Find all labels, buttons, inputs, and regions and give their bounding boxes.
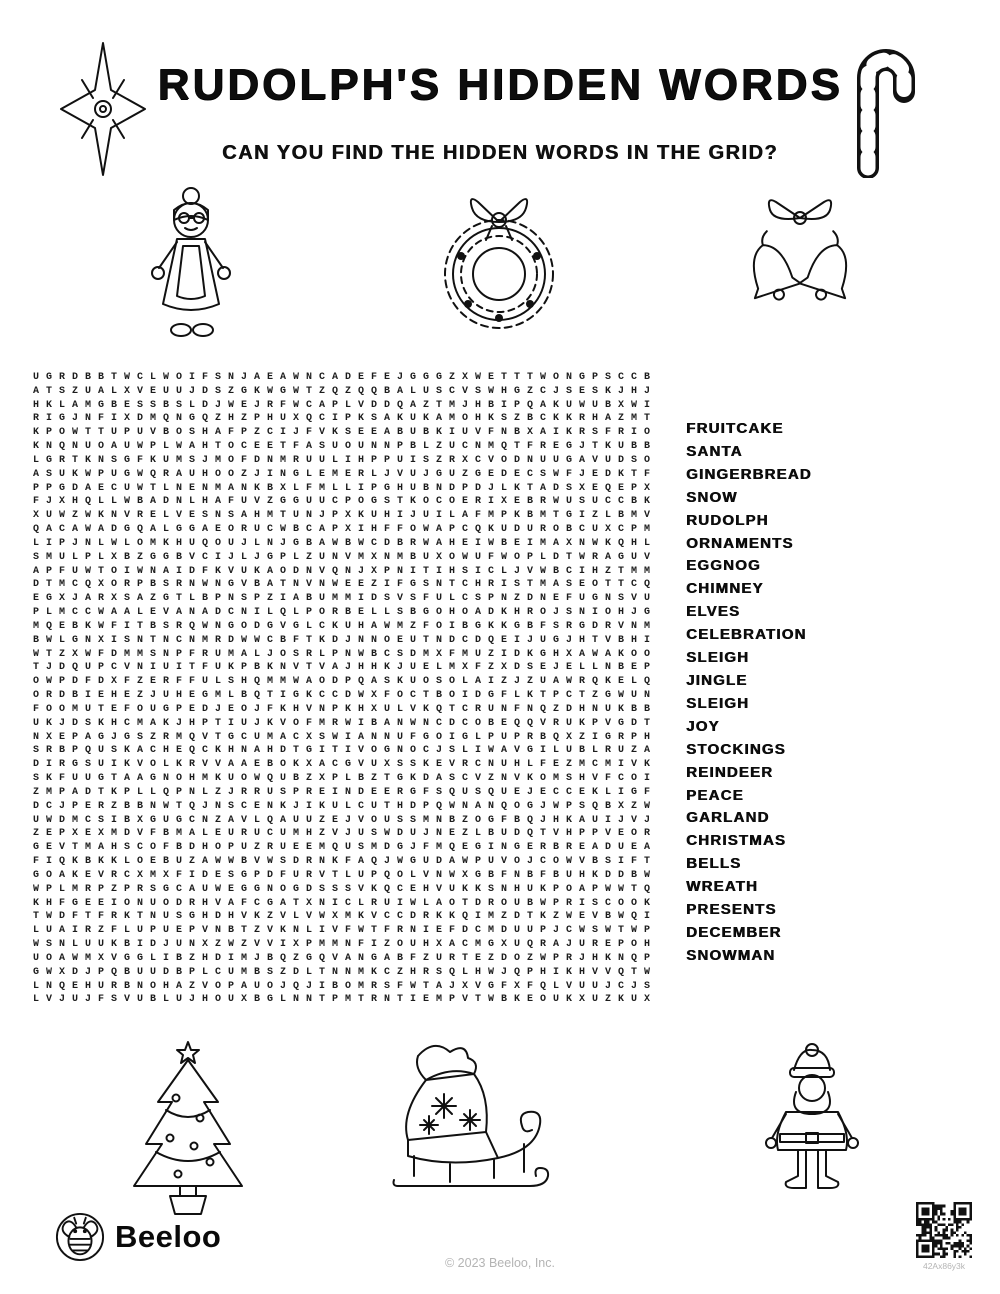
grid-row: NXEPAGJGSZRMQVTGCUMACXSWIANNUFGOIGLPUPRBQXZIGRPH xyxy=(33,731,658,743)
grid-row: UGRDBBTWCLWOIFSNJAEAWNCADEFEJGGGZXWETTTWONGPSCCB xyxy=(33,372,658,383)
grid-row: KPOWTTUPUVBOSHAFPZCIJFVKSEEABUBKIUVFNBXAIKRSFRIO xyxy=(33,427,658,439)
grid-row: FIQKBKKLOEBUZAWWBVWSDRNKFAQJWGUDAWPUVOJCOWVBSIFT xyxy=(33,856,658,868)
grid-row: DIRGSUIKVOLKRVVAAEBOKXACGVUXSSKEVRCNUHLFEZMCMIVK xyxy=(33,759,658,771)
grid-row: FJXHQLLWBADNLHAFUVZGGUUCPOGSTKOCOERIXEBRWUSUCCBK xyxy=(33,496,658,508)
word-list-item: DECEMBER xyxy=(686,923,782,941)
word-list-item: GARLAND xyxy=(686,809,770,827)
grid-row: XUWZWKNVRELVESNSAHMTUNJPXKUHIJUILAFMPKBMTGIZLBMV xyxy=(33,510,658,522)
word-list-item: CHRISTMAS xyxy=(686,832,786,850)
christmas-tree-icon xyxy=(118,1040,258,1218)
page-subtitle: CAN YOU FIND THE HIDDEN WORDS IN THE GRID? xyxy=(222,142,778,164)
grid-row: ZEPXEXMDVFBMALEURUCUMHZVJUSWDUJNEZLBUDQTVHPPVEOR xyxy=(33,828,658,840)
wreath-icon xyxy=(428,186,570,338)
sleigh-icon xyxy=(390,1036,556,1208)
bee-logo-icon xyxy=(55,1212,105,1262)
grid-row: RIGJNFIXDMQNGQZHZPHUXQCIPKSAKUKAMOHKSZBCKKRHAZMT xyxy=(33,413,658,425)
grid-row: LGRTKNSGFKUMSJMOFDNMRUULIHPPUISZRXCVODNUUGAVUDSO xyxy=(33,454,658,466)
word-list xyxy=(686,418,812,968)
qr-code-label: 42Ax86y3k xyxy=(922,1261,966,1271)
grid-row: LUAIRZFLUPUEPVNBTZVKNLIVFWTFRNIEFDCMDUUPJCWSWTWP xyxy=(33,925,658,937)
word-list-item: ELVES xyxy=(686,603,741,621)
grid-row: APFUWTOIWNAIDFKVUKAODNVQNJXPNITIHSICLJVWBCIHZTMM xyxy=(33,565,658,577)
word-list-item: PEACE xyxy=(686,786,744,804)
grid-row: WTZXWFDMMSNPFRUMALJOSRLPNWBCSDMXFMUZIDKGHXAWAKOO xyxy=(33,648,658,660)
candy-cane-icon xyxy=(846,40,922,178)
grid-row: SMULPLXBZGGBVCIJLJGPLZUNVMXNMBUXOWUFWOPLDTWRAGUV xyxy=(33,551,658,563)
qr-code xyxy=(916,1202,972,1258)
grid-row: SKFUUGTAAGNOHMKUOWQUBZXPLBZTGKDASCVZNVKOMSHVFCOI xyxy=(33,773,658,785)
grid-row: DTMCQXORPBSRNWNGVBATNVNWEEZIFGSNTCHRISTMASEOTTCQ xyxy=(33,579,658,591)
word-list-item: GINGERBREAD xyxy=(686,465,812,483)
word-list-item: SNOWMAN xyxy=(686,946,776,964)
grid-row: GEVTMAHSCOFBDHOPUZRUEEMQUSMDGJFMQEGINGERBREADUEA xyxy=(33,842,658,854)
word-list-item: ORNAMENTS xyxy=(686,534,794,552)
grid-row: LNQEHURBNOHAZVOPAUOJQJIBOMRSFWTAJXVGFXFQLVUUJCJS xyxy=(33,980,658,992)
grid-row: UWDMCSIBXGUGCNZAVLQAUUZEJVOUSSMNBZOGFBQJHKAUIJVJ xyxy=(33,814,658,826)
word-list-item: SNOW xyxy=(686,488,738,506)
grid-row: PLMCCWAALEVANADCNILQLPORBELLSBGOHOADKHROJSNIOHJG xyxy=(33,607,658,619)
word-list-item: RUDOLPH xyxy=(686,511,769,529)
mrs-claus-icon xyxy=(143,184,239,342)
grid-row: DCJPERZBBNWTQJNSCENKJIKULCUTHDPQWNANQOGJWPSQBXZW xyxy=(33,800,658,812)
grid-row: LVJUJFSVUBLUJHOUXBGLNNTPMTRNTIEMPVTWBKEOUKXUZKUX xyxy=(33,994,658,1006)
grid-row: KNQNUOAUWPLWAHTOCEETFASUOUNNPBLZUCNMQTFREGJTKUBB xyxy=(33,441,658,453)
word-list-item: REINDEER xyxy=(686,763,774,781)
grid-row: ORDBIEHEZJUHEGMLBQTIGKCCDWXFOCTBOIDGFLKTPCTZGWUN xyxy=(33,690,658,702)
grid-row: GOAKEVRCXMXFIDESGPDFURVTLUPQOLVNWXGBFNBFBUHKDDBW xyxy=(33,869,658,881)
page-title: RUDOLPH'S HIDDEN WORDS xyxy=(157,60,843,109)
santa-icon xyxy=(760,1042,864,1198)
grid-row: BWLGNXISNTNCNMRDWWCBFTKDJNNOEUTNDCDQEIJUGJHTVBHI xyxy=(33,634,658,646)
grid-row: UOAWMXVGGLIBZHDIMJBQZGQVANGABFZURTEZDOZWPRJHKNQP xyxy=(33,952,658,964)
word-list-item: JINGLE xyxy=(686,671,748,689)
bells-icon xyxy=(724,192,876,314)
word-list-item: SLEIGH xyxy=(686,694,750,712)
grid-row: OWPDFDXFZERFFULSHQMMWAODPQASKUOSOLAIZJZUAWRQKELQ xyxy=(33,676,658,688)
word-list-item: STOCKINGS xyxy=(686,740,786,758)
grid-row: SRBPQUSKACHEQCKHNAHDTGITIVOGNOCJSLIWAVGILUBLRUZA xyxy=(33,745,658,757)
grid-row: QACAWADGQALGGAEORUCWBCAPXIHFFOWAPCQKUDUROBCUXCPM xyxy=(33,524,658,536)
grid-row: EGXJARXSAZGTLBPNSPZIABUMMIDSVSFULCSPNZDNEFUGNSVU xyxy=(33,593,658,605)
word-list-item: WREATH xyxy=(686,878,758,896)
word-list-item: EGGNOG xyxy=(686,557,761,575)
word-list-item: CELEBRATION xyxy=(686,626,807,644)
grid-row: FOOMUTEFOUGPEDJEOJFKHVNPKHXULVKQTCRUNFNQZDHNUKBB xyxy=(33,703,658,715)
word-list-item: BELLS xyxy=(686,855,742,873)
grid-row: ASUKWPUGWQRAUHOOZJINGLEMERLJVUJGUZGEDECSWFJEDKTF xyxy=(33,468,658,480)
grid-row: MQEBKWFITBSRQWNGODGVGLCKUHAWMZFOIBGKKGBFSRGDRVNM xyxy=(33,620,658,632)
grid-row: UKJDSKHCMAKJHPTIUJKVOFMRWIBANWNCDCOBEQQVRUKPVGDT xyxy=(33,717,658,729)
word-list-item: PRESENTS xyxy=(686,901,777,919)
grid-row: WSNLUUKBIDJUNXZWZVVIXPMMNFIZOUHXACMGXUQRAJUREPOH xyxy=(33,939,658,951)
grid-row: TJDQUPCVNIUITFUKPBKNVTVAJHHKJUELMXFZXDSEJELLNBEP xyxy=(33,662,658,674)
brand-name: Beeloo xyxy=(115,1219,222,1254)
word-list-item: JOY xyxy=(686,717,720,735)
word-list-item: SANTA xyxy=(686,442,743,460)
grid-row: HKLAMGBESSBSLDJWEJRFWCAPLVDDQAZTMJHBIPQAKUWUBXWI xyxy=(33,399,658,411)
grid-row: GWXDJPQBUUDBPLCUMBSZDLTNNMKCZHRSQLHWJQPHIKHVVQTW xyxy=(33,966,658,978)
grid-row: KHFGEEIONUODRHVAFCGATXNICLRUIWLAOTDROUBWPRISCOOK xyxy=(33,897,658,909)
grid-row: LIPJNLWLOMKHUQOUJLNJGBAWBWCDBRWAHEIWBEIMAXNWKQHL xyxy=(33,537,658,549)
grid-row: PPGDAECUWTLNENMANKBXLFMLLIPGHUBNDPDJLKTADSXEQEPX xyxy=(33,482,658,494)
grid-row: ZMPADTKPLLQPNLZJRRUSPREINDEERGFSQUSQUEJECCEKLIGF xyxy=(33,786,658,798)
grid-row: ATSZUALXVEUUJDSZGKWGWTZQZQQBALUSCVSWHGZCJSESKJHJ xyxy=(33,385,658,397)
brand-logo xyxy=(55,1212,221,1262)
copyright-text: © 2023 Beeloo, Inc. xyxy=(445,1256,555,1270)
grid-row: WPLMRPZPRSGCAUWEGGNOGDSSSVKQCEHVUKKSNHUKPOAPWWTQ xyxy=(33,883,658,895)
word-list-item: CHIMNEY xyxy=(686,580,764,598)
word-list-item: FRUITCAKE xyxy=(686,420,784,437)
grid-row: TWDFTFRKTNUSGHDHVKZVLVWXMKVCCDRKKQIMZDTKZWEVBWQI xyxy=(33,911,658,923)
word-list-item: SLEIGH xyxy=(686,649,750,667)
